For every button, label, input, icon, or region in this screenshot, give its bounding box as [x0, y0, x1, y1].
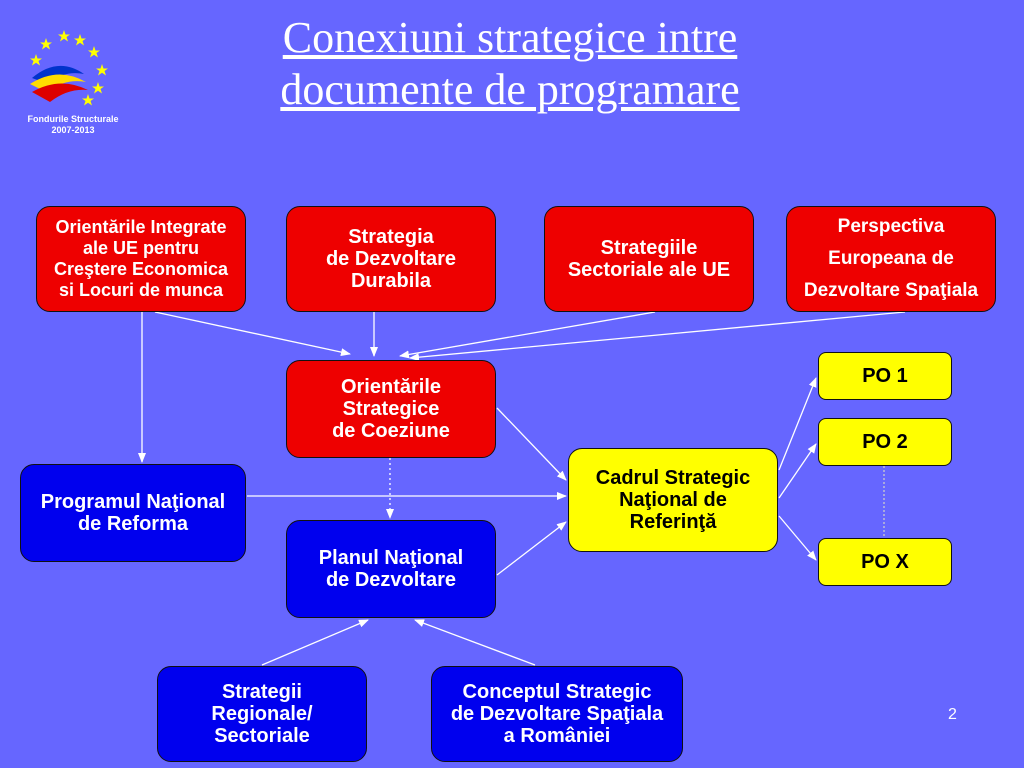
- page-number: 2: [948, 706, 957, 723]
- box-strategii-regionale-sectoriale: [157, 666, 367, 762]
- box-cadrul-strategic-label: Cadrul Strategic Naţional de Referinţă: [595, 467, 751, 533]
- logo-caption-line-1: Fondurile Structurale: [27, 114, 119, 124]
- box-cadrul-strategic-national: [568, 448, 778, 552]
- box-programul-national-reforma: [20, 464, 246, 562]
- box-po-1-label: PO 1: [862, 365, 908, 387]
- box-orientari-strategice-label: Orientările Strategice de Coeziune: [332, 376, 450, 442]
- box-po-2: [818, 418, 952, 466]
- arrow-planul-to-cadrul: [497, 522, 566, 575]
- box-perspectiva-europeana: [786, 206, 996, 312]
- box-orientari-strategice-coeziune: [286, 360, 496, 458]
- title-line-1: Conexiuni strategice intre: [282, 13, 738, 62]
- box-po-x-label: PO X: [861, 551, 909, 573]
- box-planul-national-dezvoltare: [286, 520, 496, 618]
- box-strategia-label: Strategia de Dezvoltare Durabila: [325, 226, 457, 292]
- box-conceptul-strategic: [431, 666, 683, 762]
- box-planul-national-label: Planul Naţional de Dezvoltare: [318, 547, 464, 591]
- box-po-1: [818, 352, 952, 400]
- arrow-cadrul-to-pox: [779, 516, 816, 560]
- box-strategia-dezvoltare-durabila: [286, 206, 496, 312]
- box-programul-national-label: Programul Naţional de Reforma: [40, 491, 226, 535]
- box-strategii-regionale-label: Strategii Regionale/ Sectoriale: [211, 681, 313, 747]
- box-perspectiva-label: Perspectiva Europeana de Dezvoltare Spaţiala: [803, 216, 979, 301]
- box-conceptul-strategic-label: Conceptul Strategic de Dezvoltare Spaţiala a României: [450, 681, 664, 747]
- box-orientari-integrate-ue: [36, 206, 246, 312]
- arrow-conceptul-to-planul: [415, 620, 535, 665]
- arrow-orientari-integrate-to-orientari-strategice: [155, 312, 350, 354]
- arrow-cadrul-to-po2: [779, 444, 816, 498]
- box-strategiile-sectoriale-ue: [544, 206, 754, 312]
- arrow-strategii-regionale-to-planul: [262, 620, 368, 665]
- box-orientari-integrate-label: Orientările Integrate ale UE pentru Creştere Economica si Locuri de munca: [53, 217, 229, 300]
- box-po-x: [818, 538, 952, 586]
- arrow-cadrul-to-po1: [779, 378, 816, 470]
- box-strategii-sectoriale-label: Strategiile Sectoriale ale UE: [567, 237, 731, 281]
- logo-caption-line-2: 2007-2013: [51, 125, 95, 135]
- arrow-orientari-strategice-to-cadrul: [497, 408, 566, 480]
- title-line-2: documente de programare: [280, 65, 740, 114]
- box-po-2-label: PO 2: [862, 431, 908, 453]
- arrow-sectoriale-to-orientari-strategice: [400, 312, 655, 356]
